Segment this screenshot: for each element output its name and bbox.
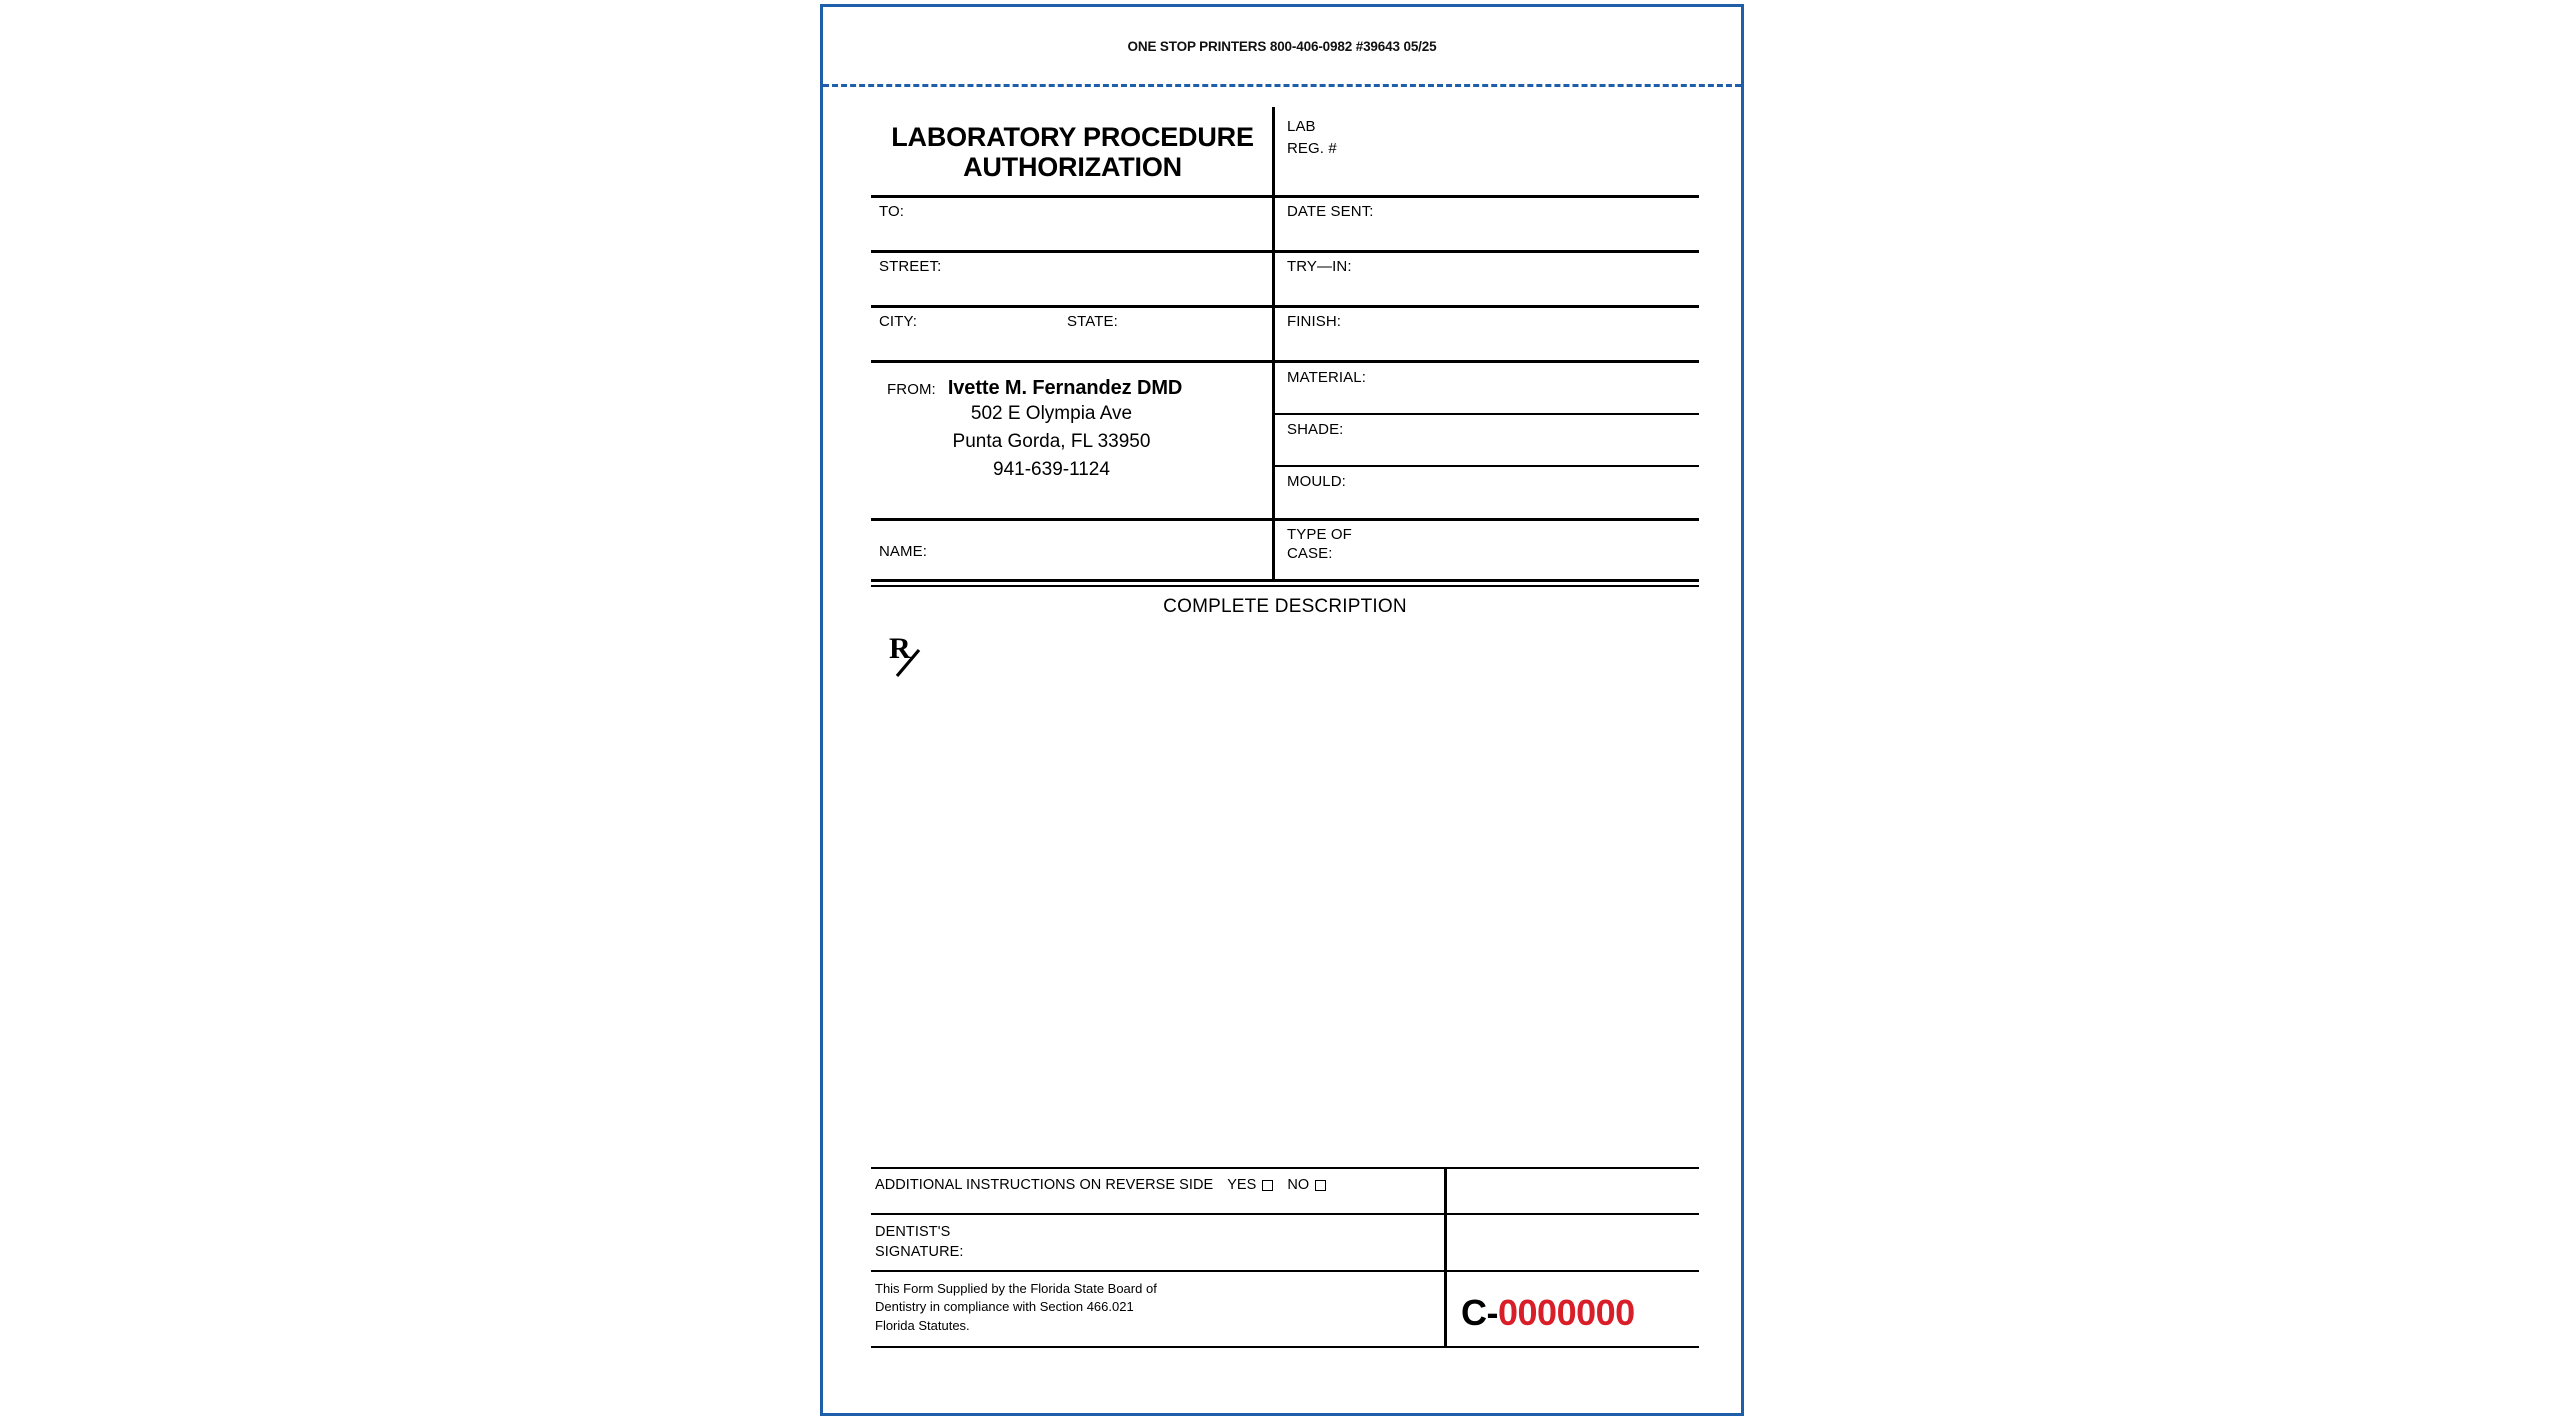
city-row bbox=[871, 308, 1699, 363]
date-sent-field[interactable] bbox=[1275, 198, 1699, 250]
footer-section bbox=[871, 1167, 1699, 1347]
dentist-signature-label-line-1: DENTIST'S bbox=[875, 1224, 951, 1241]
from-label: FROM: bbox=[887, 381, 936, 399]
dentist-signature-right-cell[interactable] bbox=[1447, 1215, 1699, 1269]
additional-instructions-right-cell bbox=[1447, 1169, 1699, 1213]
form-title-line-2: AUTHORIZATION bbox=[963, 152, 1182, 183]
reg-number-label: REG. # bbox=[1287, 139, 1337, 157]
dentist-name: Ivette M. Fernandez DMD bbox=[947, 377, 1183, 400]
complete-description-title: COMPLETE DESCRIPTION bbox=[1163, 596, 1407, 618]
material-label: MATERIAL: bbox=[1287, 369, 1366, 387]
mould-label: MOULD: bbox=[1287, 473, 1346, 491]
complete-description-area[interactable] bbox=[871, 587, 1699, 1167]
form-body bbox=[871, 107, 1699, 1348]
statute-line-3: Florida Statutes. bbox=[875, 1317, 970, 1333]
additional-instructions-row bbox=[871, 1169, 1699, 1215]
to-label: TO: bbox=[879, 203, 905, 221]
case-label: CASE: bbox=[1287, 545, 1333, 563]
patient-name-label: NAME: bbox=[879, 543, 928, 561]
lab-label: LAB bbox=[1287, 118, 1316, 135]
date-sent-label: DATE SENT: bbox=[1287, 203, 1374, 221]
serial-prefix: C- bbox=[1461, 1291, 1498, 1333]
street-label: STREET: bbox=[879, 258, 942, 276]
city-state-field[interactable] bbox=[871, 308, 1275, 360]
statute-text bbox=[875, 1280, 1215, 1335]
perforation-tear-line bbox=[823, 84, 1741, 87]
title-row bbox=[871, 107, 1699, 198]
from-name-line bbox=[887, 377, 1260, 400]
material-shade-mould-group bbox=[1275, 363, 1699, 518]
yes-checkbox[interactable] bbox=[1262, 1180, 1273, 1191]
statute-line-2: Dentistry in compliance with Section 466.021 bbox=[875, 1299, 1134, 1315]
dentist-signature-row bbox=[871, 1215, 1699, 1271]
type-of-case-field[interactable] bbox=[1275, 521, 1699, 579]
dentist-address-block bbox=[879, 368, 1266, 490]
to-row bbox=[871, 198, 1699, 253]
rx-icon bbox=[889, 632, 931, 680]
form-title-line-1: LABORATORY PROCEDURE bbox=[891, 122, 1254, 152]
no-checkbox[interactable] bbox=[1315, 1180, 1326, 1191]
finish-label: FINISH: bbox=[1287, 313, 1342, 331]
patient-name-field[interactable] bbox=[871, 521, 1275, 579]
to-field[interactable] bbox=[871, 198, 1275, 250]
city-label: CITY: bbox=[879, 313, 918, 331]
form-page bbox=[820, 4, 1744, 1416]
statute-serial-row bbox=[871, 1272, 1699, 1348]
yes-label: YES bbox=[1227, 1177, 1257, 1194]
shade-field[interactable] bbox=[1275, 415, 1699, 467]
serial-number bbox=[1461, 1280, 1693, 1334]
dentist-phone: 941-639-1124 bbox=[993, 459, 1110, 481]
street-row bbox=[871, 253, 1699, 308]
city-state-labels bbox=[879, 313, 1266, 332]
try-in-field[interactable] bbox=[1275, 253, 1699, 305]
dentist-street: 502 E Olympia Ave bbox=[970, 403, 1133, 425]
serial-number-cell bbox=[1447, 1272, 1699, 1346]
name-row bbox=[871, 521, 1699, 579]
dentist-city-state-zip: Punta Gorda, FL 33950 bbox=[952, 431, 1151, 453]
additional-instructions-label: ADDITIONAL INSTRUCTIONS ON REVERSE SIDE bbox=[875, 1177, 1214, 1194]
dentist-signature-cell[interactable] bbox=[871, 1215, 1447, 1269]
title-cell bbox=[871, 107, 1275, 195]
no-label: NO bbox=[1287, 1177, 1310, 1194]
from-row bbox=[871, 363, 1699, 521]
form-title bbox=[879, 112, 1266, 190]
type-of-label: TYPE OF bbox=[1287, 526, 1352, 544]
try-in-label: TRY—IN: bbox=[1287, 258, 1352, 276]
from-field bbox=[871, 363, 1275, 518]
mould-field[interactable] bbox=[1275, 467, 1699, 517]
statute-line-1: This Form Supplied by the Florida State Board of bbox=[875, 1280, 1157, 1296]
material-field[interactable] bbox=[1275, 363, 1699, 415]
additional-instructions-line bbox=[875, 1177, 1438, 1193]
printer-imprint: ONE STOP PRINTERS 800-406-0982 #39643 05/25 bbox=[1127, 39, 1437, 54]
dentist-signature-label-line-2: SIGNATURE: bbox=[875, 1243, 964, 1260]
shade-label: SHADE: bbox=[1287, 421, 1344, 439]
lab-reg-field[interactable] bbox=[1275, 107, 1699, 195]
serial-digits: 0000000 bbox=[1498, 1291, 1635, 1333]
svg-text:R: R bbox=[889, 632, 911, 666]
statute-cell bbox=[871, 1272, 1447, 1346]
state-label: STATE: bbox=[1067, 313, 1118, 331]
finish-field[interactable] bbox=[1275, 308, 1699, 360]
section-divider-double-rule bbox=[871, 579, 1699, 587]
street-field[interactable] bbox=[871, 253, 1275, 305]
additional-instructions-cell bbox=[871, 1169, 1447, 1213]
